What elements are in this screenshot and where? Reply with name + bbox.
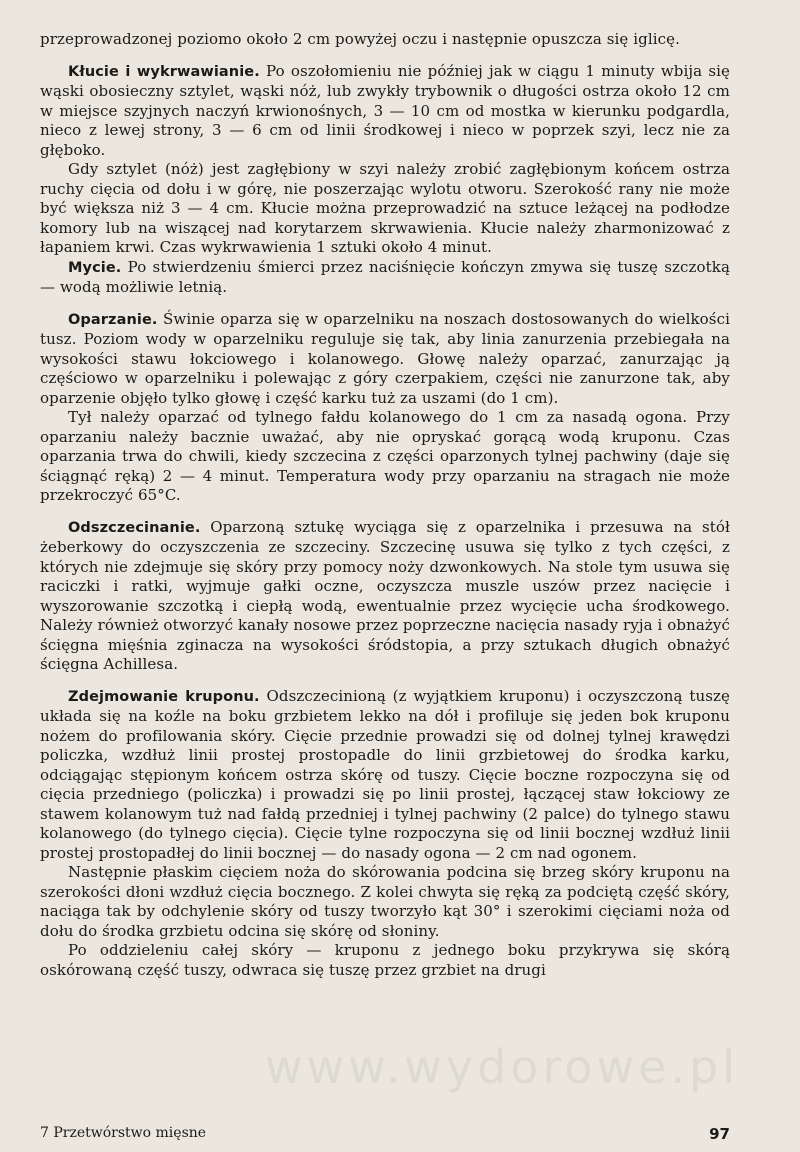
- klucie-text-2: Gdy sztylet (nóż) jest zagłębiony w szyi należy zrobić zagłębionym końcem ostrza ruchy cięcia od dołu i w górę, nie poszerzając wylotu otworu. Szerokość rany nie może być większa niż 3 — 4 cm. Kłucie można przeprowadzić na sztuce leżącej na podłodze komory lub na wiszącej nad korytarzem skrwawienia. Kłucie należy zharmonizować z łapaniem krwi. Czas wykrwawienia 1 sztuki około 4 minut.: [40, 160, 730, 256]
- klucie-paragraph-2: [40, 160, 730, 258]
- kruponu-heading: Zdejmowanie kruponu.: [68, 688, 260, 705]
- watermark-text: www.wydorowe.pl: [265, 1040, 740, 1094]
- odszczecinanie-paragraph: [40, 518, 730, 675]
- kruponu-text-1: Odszczecinioną (z wyjątkiem kruponu) i oczyszczoną tuszę układa się na koźle na boku grzbietem lekko na dół i profiluje się jeden bok kruponu nożem do profilowania skóry. Cięcie przednie prowadzi się od dolnej tylnej krawędzi policzka, wzdłuż linii prostej prostopadle do linii grzbietowej do środka karku, odciągając stępionym końcem ostrza skórę od tuszy. Cięcie boczne rozpoczyna się od cięcia przedniego (policzka) i prowadzi się po linii prostej, łączącej staw łokciowy ze stawem kolanowym tuż nad fałdą przedniej i tylnej pachwiny (2 palce) do tylnego stawu kolanowego (do tylnego cięcia). Cięcie tylne rozpoczyna się od linii bocznej wzdłuż linii prostej prostopadłej do linii bocznej — do nasady ogona — 2 cm nad ogonem.: [40, 686, 730, 862]
- mycie-heading: Mycie.: [68, 259, 122, 276]
- klucie-text-1: Po oszołomieniu nie później jak w ciągu 1 minuty wbija się wąski obosieczny sztylet, wąski nóż, lub zwykły trybownik o długości ostrza około 12 cm w miejsce szyjnych naczyń krwionośnych, 3 — 10 cm od mostka w kierunku podgardla, nieco z lewej strony, 3 — 6 cm od linii środkowej i nieco w poprzek szyi, lecz nie za głęboko.: [40, 61, 731, 159]
- kruponu-text-3: Po oddzieleniu całej skóry — kruponu z jednego boku przykrywa się skórą oskórowaną część tuszy, odwraca się tuszę przez grzbiet na drugi: [40, 941, 730, 979]
- mycie-paragraph: [40, 258, 730, 298]
- oparzanie-paragraph-2: [40, 408, 730, 506]
- klucie-heading: Kłucie i wykrwawianie.: [68, 63, 260, 80]
- oparzanie-heading: Oparzanie.: [68, 311, 158, 328]
- odszczecinanie-text: Oparzoną sztukę wyciąga się z oparzelnika i przesuwa na stół żeberkowy do oczyszczenia ze szczeciny. Szczecinę usuwa się tylko z tych części, z których nie zdejmuje się skóry przy pomocy noży dzwonkowych. Na stole tym usuwa się raciczki i ratki, wyjmuje gałki oczne, oczyszcza muszle uszów przez nacięcie i wyszorowanie szczotką i ciepłą wodą, ewentualnie przez wycięcie ucha środkowego. Należy również otworzyć kanały nosowe przez poprzeczne nacięcia nasady ryja i obnażyć ścięgna mięśnia zginacza na wysokości śródstopia, a przy sztukach długich obnażyć ścięgna Achillesa.: [40, 517, 731, 673]
- kruponu-paragraph-3: [40, 941, 730, 980]
- kruponu-paragraph-2: [40, 863, 730, 941]
- odszczecinanie-heading: Odszczecinanie.: [68, 519, 201, 536]
- chapter-label: 7 Przetwórstwo mięsne: [40, 1125, 207, 1141]
- page-footer: [40, 1125, 730, 1143]
- intro-text: przeprowadzonej poziomo około 2 cm powyżej oczu i następnie opuszcza się iglicę.: [40, 30, 681, 48]
- klucie-paragraph-1: [40, 62, 730, 161]
- oparzanie-text-1: Świnie oparza się w oparzelniku na noszach dostosowanych do wielkości tusz. Poziom wody w oparzelniku reguluje się tak, aby linia zanurzenia przebiegała na wysokości stawu łokciowego i kolanowego. Głowę należy oparzać, zanurzając ją częściowo w oparzelniku i polewając z góry czerpakiem, części nie zanurzone tak, aby oparzenie objęło tylko głowę i część karku tuż za uszami (do 1 cm).: [40, 309, 730, 407]
- oparzanie-text-2: Tył należy oparzać od tylnego fałdu kolanowego do 1 cm za nasadą ogona. Przy oparzaniu należy bacznie uważać, aby nie opryskać gorącą wodą kruponu. Czas oparzania trwa do chwili, kiedy szczecina z części oparzonych tylnej pachwiny (daje się ściągnąć ręką) 2 — 4 minut. Temperatura wody przy oparzaniu na stragach nie może przekroczyć 65°C.: [40, 408, 730, 504]
- oparzanie-paragraph-1: [40, 310, 730, 409]
- page-body: [40, 30, 730, 980]
- page-number: 97: [709, 1125, 730, 1143]
- kruponu-text-2: Następnie płaskim cięciem noża do skórowania podcina się brzeg skóry kruponu na szerokości dłoni wzdłuż cięcia bocznego. Z kolei chwyta się ręką za podciętą część skóry, naciąga tak by odchylenie skóry od tuszy tworzyło kąt 30° i szerokimi cięciami noża od dołu do środka grzbietu odcina się skórę od słoniny.: [40, 863, 730, 940]
- intro-paragraph: [40, 30, 730, 50]
- kruponu-paragraph-1: [40, 687, 730, 864]
- mycie-text: Po stwierdzeniu śmierci przez naciśnięcie kończyn zmywa się tuszę szczotką — wodą możliwie letnią.: [40, 257, 731, 296]
